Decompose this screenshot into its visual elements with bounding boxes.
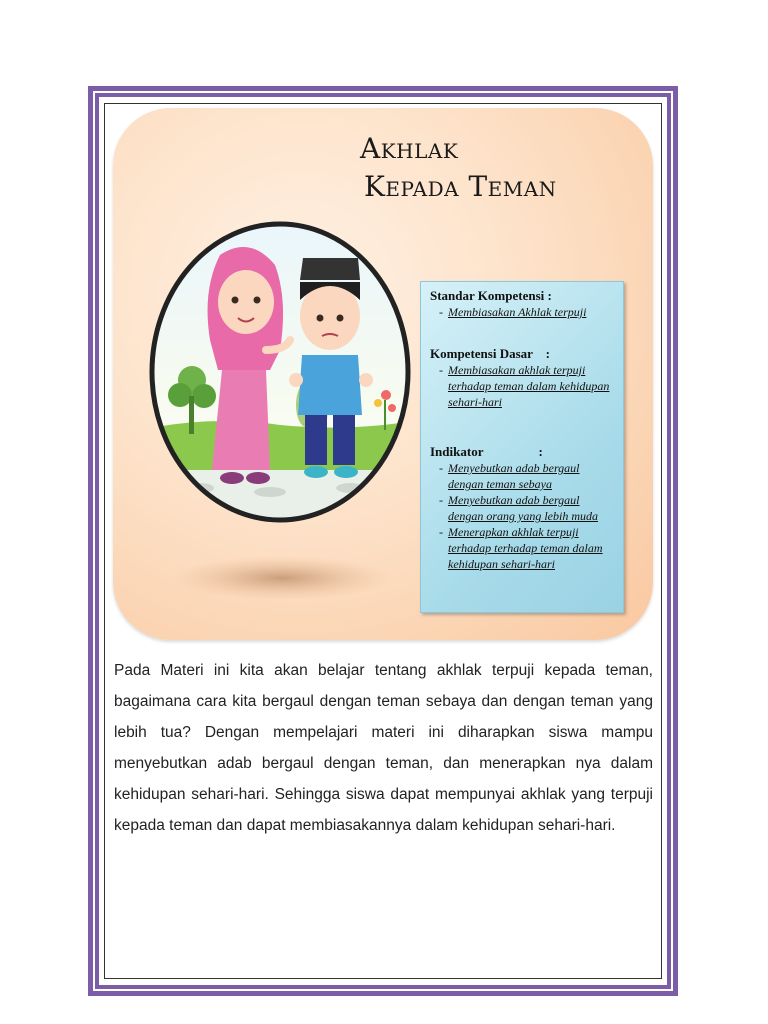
list-item: - Menyebutkan adab bergaul dengan orang yang lebih muda bbox=[430, 492, 615, 524]
title-line-2: Kepada Teman bbox=[364, 170, 557, 203]
page-title bbox=[360, 130, 640, 206]
indikator-list bbox=[430, 460, 615, 572]
list-item: - Menerapkan akhlak terpuji terhadap terhadap teman dalam kehidupan sehari-hari bbox=[430, 524, 615, 572]
list-item: - Menyebutkan adab bergaul dengan teman sebaya bbox=[430, 460, 615, 492]
standar-kompetensi-heading: Standar Kompetensi : bbox=[430, 288, 552, 303]
kompetensi-dasar-heading: Kompetensi Dasar : bbox=[430, 346, 551, 361]
intro-paragraph: Pada Materi ini kita akan belajar tentang akhlak terpuji kepada teman, bagaimana cara kita bergaul dengan teman sebaya dan dengan teman yang lebih tua? Dengan mempelajari materi ini diharapkan siswa mampu menyebutkan adab bergaul dengan teman, dan menerapkan nya dalam kehidupan sehari-hari. Sehingga siswa dapat mempunyai akhlak yang terpuji kepada teman dan dapat membiasakannya dalam kehidupan sehari-hari. bbox=[114, 662, 653, 834]
indikator-heading: Indikator : bbox=[430, 444, 543, 459]
competency-box bbox=[420, 281, 624, 613]
two-children-illustration-icon bbox=[140, 220, 420, 600]
list-item: - Membiasakan Akhlak terpuji bbox=[430, 304, 615, 320]
standar-kompetensi-list bbox=[430, 304, 615, 320]
ground-shadow bbox=[172, 556, 392, 600]
title-line-1: Akhlak bbox=[360, 132, 459, 165]
kompetensi-dasar-list bbox=[430, 362, 615, 410]
list-item: - Membiasakan akhlak terpuji terhadap teman dalam kehidupan sehari-hari bbox=[430, 362, 615, 410]
